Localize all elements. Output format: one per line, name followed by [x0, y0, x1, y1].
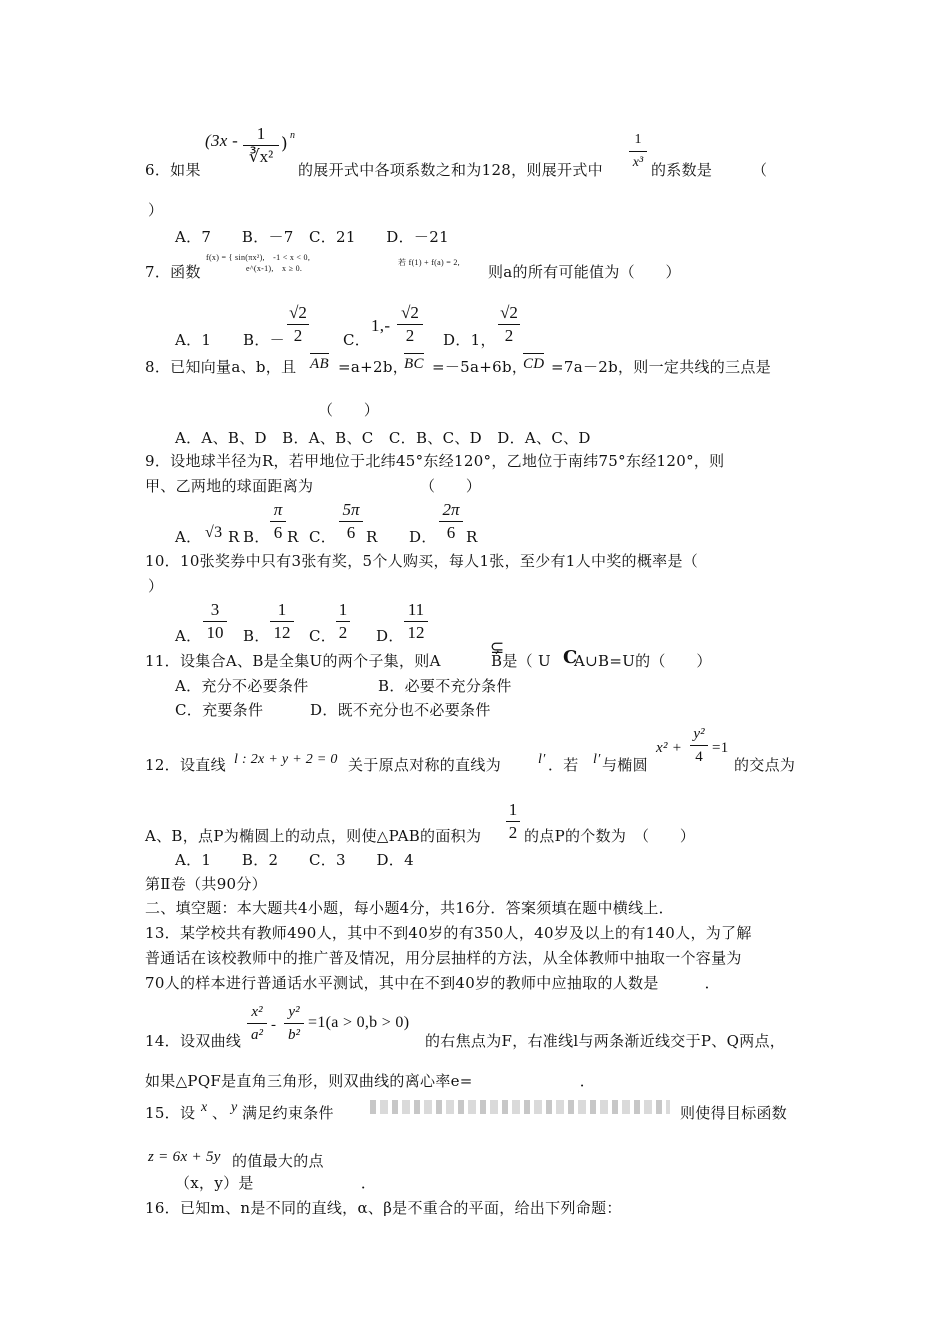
- q6-rparen: ): [281, 134, 288, 154]
- q14-text-b: 的右焦点为F，右准线l与两条渐近线交于P、Q两点，: [425, 1032, 786, 1050]
- q14-frac-y-bar: [284, 1023, 304, 1024]
- q11-opt-d: D．既不充分也不必要条件: [310, 701, 491, 719]
- q6-exp: n: [290, 130, 296, 141]
- q13-line1: 13．某学校共有教师490人，其中不到40岁的有350人，40岁及以上的有140人，为了解: [145, 924, 752, 942]
- q9-r-c: R: [366, 528, 378, 546]
- q8-vec-cd: CD: [523, 353, 544, 374]
- q7-opt-c: C．: [343, 331, 371, 349]
- q6-frac2-num: 1: [634, 132, 642, 147]
- q15-sep: 、: [212, 1104, 228, 1122]
- q9-sqrt3: √3: [205, 524, 223, 541]
- q8-t3: =7a－2b，则一定共线的三点是: [551, 358, 772, 376]
- q12-line2b: 的点P的个数为 （ ）: [524, 827, 696, 845]
- q10-frac-c: [336, 600, 350, 643]
- q15-x: x: [201, 1100, 208, 1115]
- q10-frac-b-bar: [270, 621, 294, 622]
- q8-t1: =a+2b，: [338, 358, 409, 376]
- q10-frac-a-num: 3: [210, 600, 220, 619]
- q10-opt-d: D．: [376, 627, 404, 645]
- q10-opt-b: B．: [243, 627, 270, 645]
- q9-frac-b-num: π: [273, 500, 283, 519]
- q12-lprime-2: l′: [593, 752, 601, 767]
- q7-frac-c: [397, 303, 423, 346]
- q14-b2: b²: [288, 1027, 300, 1043]
- q12-half: [506, 800, 520, 843]
- q10-opt-c: C．: [309, 627, 337, 645]
- q14-frac-x: [247, 1002, 267, 1045]
- q11-opt-c: C．充要条件: [175, 701, 264, 719]
- q15-text-b: 满足约束条件: [242, 1104, 334, 1122]
- q15-func: z = 6x + 5y: [148, 1149, 221, 1165]
- q10-line1: 10．10张奖券中只有3张有奖，5个人购买，每人1张，至少有1人中奖的概率是（: [145, 552, 699, 570]
- q15-y: y: [231, 1100, 238, 1115]
- q14-a2: a²: [251, 1027, 263, 1043]
- q12-half-den: 2: [508, 823, 518, 842]
- q12-half-bar: [506, 821, 520, 822]
- q9-r-d: R: [466, 528, 478, 546]
- q15-text-c: 则使得目标函数: [680, 1104, 788, 1122]
- q14-y2: y²: [288, 1004, 300, 1020]
- q7-opt-a: A．1: [175, 331, 212, 349]
- q12-ellipse-den: 4: [695, 749, 703, 765]
- part2-section: 二、填空题：本大题共4小题，每小题4分，共16分．答案须填在题中横线上．: [145, 899, 674, 917]
- q9-frac-d-bar: [439, 521, 463, 522]
- q9-frac-b-den: 6: [273, 523, 283, 542]
- q12-ellipse-b: =1: [712, 740, 729, 756]
- q10-frac-b: [270, 600, 294, 643]
- q15-line3: （x，y）是 ．: [175, 1174, 377, 1192]
- q12-text-c: ．若: [548, 756, 579, 774]
- q15-text-d: 的值最大的点: [232, 1152, 324, 1170]
- q7-frac-d: [498, 303, 520, 346]
- q6-text-c: 的系数是: [651, 161, 713, 179]
- q6-frac2-den: x³: [632, 155, 644, 170]
- q9-frac-d-den: 6: [446, 523, 456, 542]
- q10-opt-a: A．: [175, 627, 202, 645]
- q9-line2: 甲、乙两地的球面距离为: [145, 477, 314, 495]
- q9-line1: 9．设地球半径为R，若甲地位于北纬45°东经120°，乙地位于南纬75°东经120°，则: [145, 452, 725, 470]
- q9-frac-d: [439, 500, 463, 543]
- q6-frac-num: 1: [256, 124, 266, 143]
- q12-half-num: 1: [508, 800, 518, 819]
- q6-frac-bar: [243, 145, 279, 146]
- q7-opt-c-prefix: 1,-: [371, 316, 391, 335]
- q9-frac-c: [339, 500, 363, 543]
- q6-frac-den: ∛x²: [248, 147, 274, 166]
- q7-frac-d-bar: [498, 324, 520, 325]
- q10-line2: ）: [148, 577, 164, 595]
- q12-text-a: 12．设直线: [145, 756, 226, 774]
- q13-line3: 70人的样本进行普通话水平测试，其中在不到40岁的教师中应抽取的人数是 ．: [145, 974, 720, 992]
- q9-frac-d-num: 2π: [442, 500, 460, 519]
- q9-paren: （ ）: [420, 477, 482, 495]
- q12-lprime-1: l′: [538, 752, 546, 767]
- q12-ellipse-a: x² +: [656, 740, 683, 756]
- q15-constraints-image: [370, 1100, 670, 1114]
- q12-line-eq: l : 2x + y + 2 = 0: [234, 752, 338, 767]
- q7-piece1: f(x) = { sin(πx²), -1 < x < 0,: [206, 253, 311, 262]
- q6-expr: (3x -: [205, 131, 239, 150]
- q8-paren: （ ）: [318, 401, 380, 419]
- q12-ellipse-bar: [690, 745, 708, 746]
- q7-frac-b: [287, 303, 309, 346]
- q9-opt-b: B．: [243, 528, 270, 546]
- q14-x2: x²: [251, 1004, 263, 1020]
- q14-frac-y: [284, 1002, 304, 1045]
- q7-frac-b-den: 2: [293, 326, 303, 345]
- q9-opt-a: A．: [175, 528, 202, 546]
- q10-frac-d-bar: [404, 621, 428, 622]
- q11-opt-a: A．充分不必要条件: [175, 677, 309, 695]
- q6-text-b: 的展开式中各项系数之和为128，则展开式中: [298, 161, 603, 179]
- q6-frac2-bar: [629, 151, 647, 152]
- q9-frac-c-bar: [339, 521, 363, 522]
- q11-subset: ⊊: [490, 638, 505, 658]
- q9-r-b: R: [287, 528, 299, 546]
- q9-r-a: R: [228, 528, 240, 546]
- q10-frac-c-den: 2: [338, 623, 348, 642]
- q8-text-a: 8．已知向量a、b，且: [145, 358, 297, 376]
- q10-frac-a-den: 10: [206, 623, 224, 642]
- q7-frac-b-num: √2: [289, 303, 307, 322]
- q7-opt-d: D．1，: [443, 331, 496, 349]
- q6-fraction-2: [629, 130, 647, 173]
- q7-text-b: 则a的所有可能值为（ ）: [488, 263, 681, 281]
- q12-line2a: A、B，点P为椭圆上的动点，则使△PAB的面积为: [145, 827, 482, 845]
- q10-frac-a: [203, 600, 227, 643]
- q6-text-a: 6．如果: [145, 161, 201, 179]
- q9-opt-c: C．: [309, 528, 337, 546]
- q11-opt-b: B．必要不充分条件: [378, 677, 512, 695]
- q11-line1b: B是（ U: [491, 652, 551, 670]
- q12-text-b: 关于原点对称的直线为: [348, 756, 502, 774]
- q14-minus: -: [271, 1017, 277, 1033]
- q14-eq: =1(a > 0,b > 0): [308, 1014, 410, 1031]
- q9-frac-c-num: 5π: [342, 500, 360, 519]
- q10-frac-b-den: 12: [273, 623, 291, 642]
- q15-text-a: 15．设: [145, 1104, 196, 1122]
- q14-frac-x-bar: [247, 1023, 267, 1024]
- q9-frac-b: [270, 500, 286, 543]
- q7-frac-c-den: 2: [405, 326, 415, 345]
- q10-frac-a-bar: [203, 621, 227, 622]
- q12-text-d: 与椭圆: [602, 756, 648, 774]
- q12-options: A．1 B．2 C．3 D．4: [175, 851, 414, 869]
- q11-line1c: A∪B=U的（ ）: [574, 652, 712, 670]
- q9-frac-c-den: 6: [346, 523, 356, 542]
- q9-frac-b-bar: [270, 521, 286, 522]
- q7-text-a: 7．函数: [145, 263, 201, 281]
- q11-line1a: 11．设集合A、B是全集U的两个子集，则A: [145, 652, 441, 670]
- q8-vec-bc: BC: [404, 353, 424, 374]
- q8-vec-ab: AB: [310, 353, 329, 374]
- q6-options: A．7 B．－7 C．21 D．－21: [175, 228, 449, 246]
- q7-opt-b: B．－: [243, 331, 285, 349]
- q12-ellipse-frac: [690, 724, 708, 767]
- q6-paren-close: ）: [148, 201, 164, 219]
- q7-frac-c-bar: [397, 324, 423, 325]
- q10-frac-d-num: 11: [407, 600, 425, 619]
- q12-text-e: 的交点为: [734, 756, 796, 774]
- q6-fraction: [243, 124, 279, 167]
- q11-complement-icon: C: [563, 647, 578, 668]
- q12-ellipse-num: y²: [693, 726, 705, 742]
- q13-line2: 普通话在该校教师中的推广普及情况，用分层抽样的方法，从全体教师中抽取一个容量为: [145, 949, 742, 967]
- q10-frac-d: [404, 600, 428, 643]
- q14-line2: 如果△PQF是直角三角形，则双曲线的离心率e= ．: [145, 1072, 596, 1090]
- q7-frac-c-num: √2: [401, 303, 419, 322]
- q10-frac-c-num: 1: [338, 600, 348, 619]
- q14-text-a: 14．设双曲线: [145, 1032, 242, 1050]
- q7-frac-b-bar: [287, 324, 309, 325]
- q10-frac-d-den: 12: [407, 623, 425, 642]
- q6-paren-open: （: [752, 161, 768, 179]
- q9-opt-d: D．: [409, 528, 437, 546]
- part2-title: 第Ⅱ卷（共90分）: [145, 875, 267, 893]
- q7-frac-d-num: √2: [500, 303, 518, 322]
- q10-frac-b-num: 1: [277, 600, 287, 619]
- q8-t2: =－5a+6b，: [432, 358, 528, 376]
- q7-piece2: e^(x-1), x ≥ 0.: [246, 264, 303, 273]
- q16-line1: 16．已知m、n是不同的直线，α、β是不重合的平面，给出下列命题：: [145, 1199, 622, 1217]
- q10-frac-c-bar: [336, 621, 350, 622]
- q7-cond: 若 f(1) + f(a) = 2,: [398, 258, 460, 267]
- q7-frac-d-den: 2: [504, 326, 514, 345]
- q8-options: A．A、B、D B．A、B、C C．B、C、D D．A、C、D: [175, 429, 591, 447]
